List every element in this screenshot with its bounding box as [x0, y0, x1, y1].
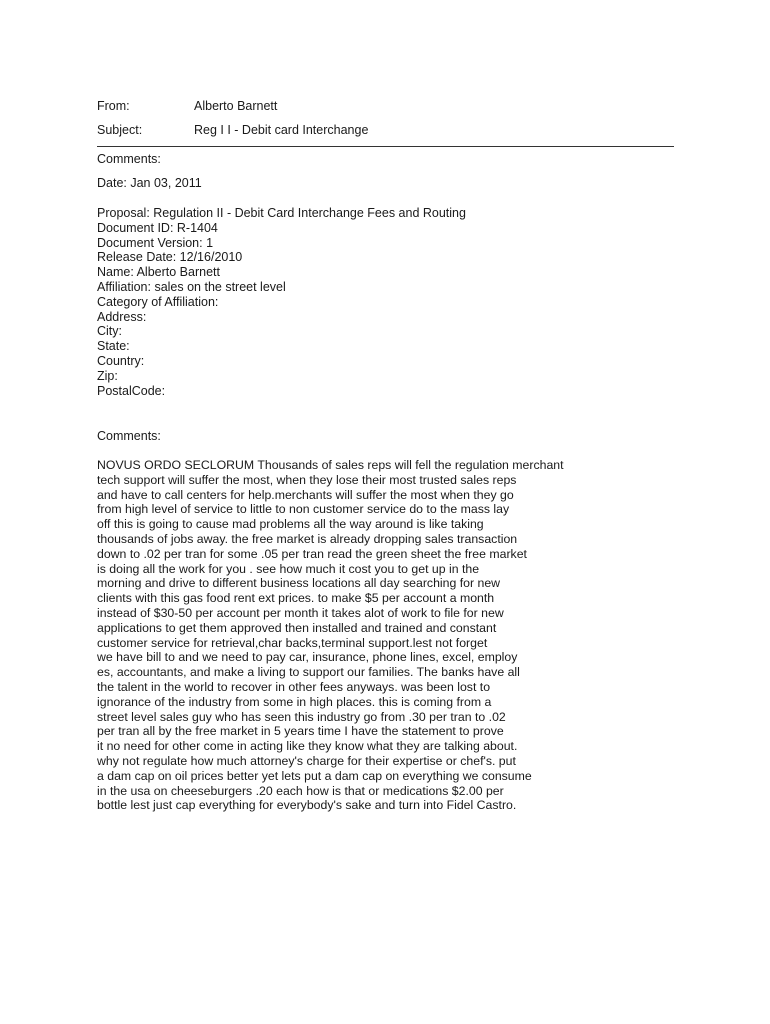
subject-label: Subject:	[97, 123, 143, 137]
comments-label-top: Comments:	[97, 152, 161, 166]
body-line: NOVUS ORDO SECLORUM Thousands of sales reps will fell the regulation merchant	[97, 458, 564, 472]
body-line: ignorance of the industry from some in high places. this is coming from a	[97, 694, 492, 709]
meta-name: Name: Alberto Barnett	[97, 265, 220, 280]
body-line: thousands of jobs away. the free market is already dropping sales transaction	[97, 531, 518, 546]
body-line: is doing all the work for you . see how much it cost you to get up in the	[97, 561, 480, 576]
body-line: from high level of service to little to non customer service do to the mass lay	[97, 502, 510, 517]
meta-postal-code: PostalCode:	[97, 383, 166, 398]
meta-affiliation: Affiliation: sales on the street level	[97, 279, 286, 294]
body-line: instead of $30-50 per account per month it takes alot of work to file for new	[97, 605, 504, 620]
comment-body	[97, 458, 657, 813]
body-line: a dam cap on oil prices better yet lets put a dam cap on everything we consume	[97, 768, 532, 783]
body-line: bottle lest just cap everything for everybody's sake and turn into Fidel Castro.	[97, 798, 517, 813]
meta-zip: Zip:	[97, 368, 118, 383]
body-line: street level sales guy who has seen this industry go from .30 per tran to .02	[97, 709, 506, 724]
body-line: es, accountants, and make a living to support our families. The banks have all	[97, 665, 520, 680]
body-line: off this is going to cause mad problems all the way around is like taking	[97, 517, 484, 532]
header-divider	[97, 146, 674, 147]
submission-metadata	[97, 206, 466, 398]
body-line: the talent in the world to recover in other fees anyways. was been lost to	[97, 679, 491, 694]
meta-release-date: Release Date: 12/16/2010	[97, 250, 243, 265]
date-line: Date: Jan 03, 2011	[97, 176, 202, 190]
body-line: customer service for retrieval,char backs,terminal support.lest not forget	[97, 635, 488, 650]
meta-city: City:	[97, 324, 122, 339]
from-label: From:	[97, 99, 130, 113]
body-line: it no need for other come in acting like they know what they are talking about.	[97, 739, 518, 754]
body-line: and have to call centers for help.merchants will suffer the most when they go	[97, 487, 514, 502]
body-line: clients with this gas food rent ext prices. to make $5 per account a month	[97, 591, 495, 606]
meta-state: State:	[97, 339, 130, 354]
body-line: per tran all by the free market in 5 years time I have the statement to prove	[97, 724, 504, 739]
subject-value: Reg I I - Debit card Interchange	[194, 123, 369, 137]
body-line: tech support will suffer the most, when they lose their most trusted sales reps	[97, 472, 517, 487]
comments-label-body: Comments:	[97, 429, 161, 443]
meta-category: Category of Affiliation:	[97, 294, 219, 309]
body-line: morning and drive to different business locations all day searching for new	[97, 576, 501, 591]
body-line: why not regulate how much attorney's charge for their expertise or chef's. put	[97, 753, 516, 768]
meta-document-id: Document ID: R-1404	[97, 220, 218, 235]
body-line: down to .02 per tran for some .05 per tran read the green sheet the free market	[97, 546, 527, 561]
body-line: in the usa on cheeseburgers .20 each how is that or medications $2.00 per	[97, 783, 504, 798]
meta-document-version: Document Version: 1	[97, 235, 214, 250]
meta-address: Address:	[97, 309, 147, 324]
meta-country: Country:	[97, 353, 145, 368]
body-line: we have bill to and we need to pay car, insurance, phone lines, excel, employ	[97, 650, 518, 665]
body-line: applications to get them approved then installed and trained and constant	[97, 620, 497, 635]
meta-proposal: Proposal: Regulation II - Debit Card Interchange Fees and Routing	[97, 206, 466, 220]
from-value: Alberto Barnett	[194, 99, 278, 113]
